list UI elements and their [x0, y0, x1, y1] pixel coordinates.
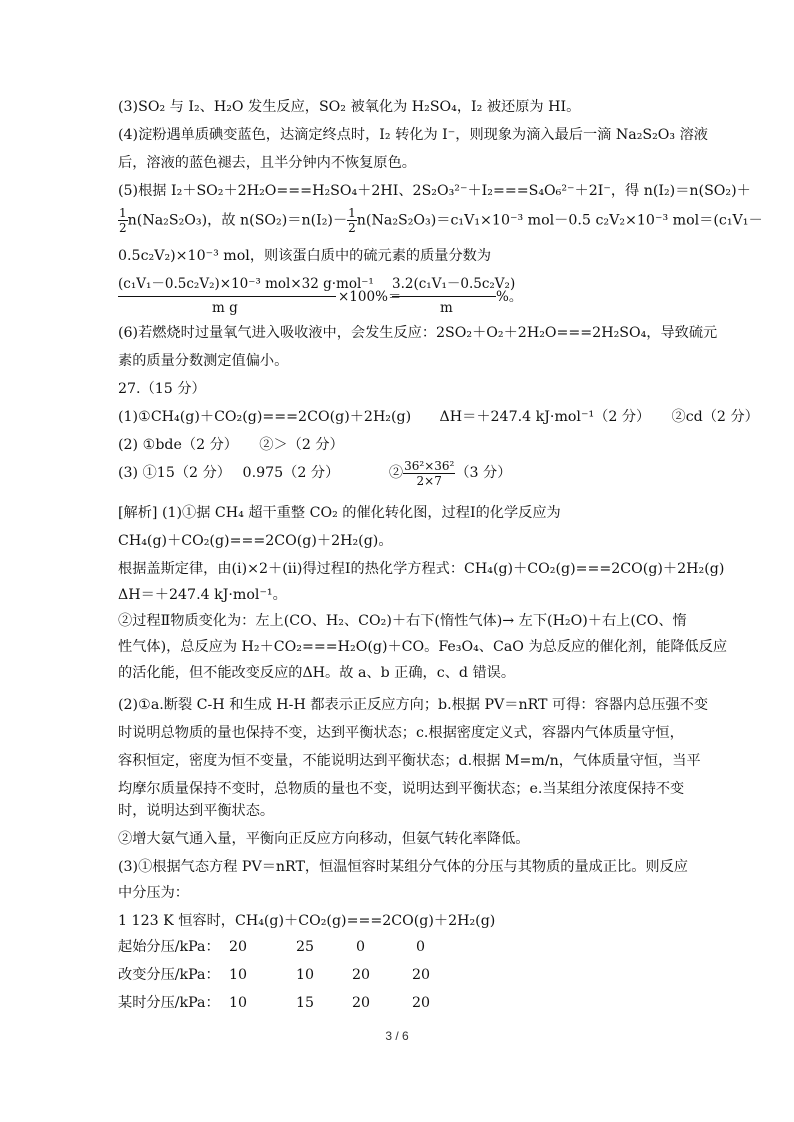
text-segment: （3 分） — [455, 465, 512, 481]
text-line: 素的质量分数测定值偏小。 — [118, 353, 289, 369]
fraction-numerator: 3.2(c₁V₁－0.5c₂V₂) — [392, 276, 516, 292]
text-line: (1)①CH₄(g)＋CO₂(g)===2CO(g)＋2H₂(g) ΔH＝＋247.4 kJ·mol⁻¹（2 分） ②cd（2 分） — [118, 409, 759, 425]
text-line: (2)①a.断裂 C-H 和生成 H-H 都表示正反应方向；b.根据 PV＝nRT 可得：容器内总压强不变 — [118, 697, 709, 713]
fraction-half: $\frac{1}{2}$ — [348, 206, 356, 235]
table-cell: 20 — [412, 967, 431, 983]
text-line: 容积恒定，密度为恒不变量，不能说明达到平衡状态；d.根据 M=m/n，气体质量守恒，当平 — [118, 753, 701, 769]
table-cell: 10 — [229, 967, 248, 983]
fraction-bar — [118, 296, 336, 297]
text-line: ΔH＝＋247.4 kJ·mol⁻¹。 — [118, 587, 287, 603]
text-line: 的活化能，但不能改变反应的ΔH。故 a、b 正确，c、d 错误。 — [118, 665, 516, 681]
table-cell: 20 — [229, 939, 248, 955]
text-line: (3)①根据气态方程 PV＝nRT，恒温恒容时某组分气体的分压与其物质的量成正比。则反应 — [118, 859, 688, 875]
table-row-label: 起始分压/kPa： — [118, 939, 220, 955]
text-line: 0.5c₂V₂)×10⁻³ mol，则该蛋白质中的硫元素的质量分数为 — [118, 248, 492, 264]
text-line: 均摩尔质量保持不变时，总物质的量也不变，说明达到平衡状态；e.当某组分浓度保持不变 — [118, 781, 685, 797]
question-number: 27.（15 分） — [118, 381, 206, 397]
text-line — [118, 206, 763, 235]
fraction-bar — [392, 296, 496, 297]
text-line: 中分压为： — [118, 885, 189, 901]
table-cell: 15 — [296, 995, 315, 1011]
text-line: (6)若燃烧时过量氧气进入吸收液中，会发生反应：2SO₂＋O₂＋2H₂O===2H₂SO₄，导致硫元 — [118, 325, 718, 341]
table-cell: 0 — [416, 939, 426, 955]
table-cell: 25 — [296, 939, 315, 955]
fraction-kp: $\frac{\text{36²×36²}}{2\times 7}$ — [404, 458, 455, 488]
table-cell: 10 — [296, 967, 315, 983]
text-line: 根据盖斯定律，由(ⅰ)×2＋(ⅱ)得过程Ⅰ的热化学方程式：CH₄(g)＋CO₂(g)===2CO(g)＋2H₂(g) — [118, 561, 725, 577]
text-line: ②过程Ⅱ物质变化为：左上(CO、H₂、CO₂)＋右下(惰性气体)→ 左下(H₂O)＋右上(CO、惰 — [118, 613, 687, 629]
text-line: 后，溶液的蓝色褪去，且半分钟内不恢复原色。 — [118, 155, 416, 171]
text-line — [118, 456, 511, 490]
fraction-half: $\frac{1}{2}$ — [119, 206, 127, 235]
table-cell: 20 — [352, 967, 371, 983]
text-segment: n(Na₂S₂O₃)＝c₁V₁×10⁻³ mol－0.5 c₂V₂×10⁻³ mol＝(c₁V₁－ — [356, 212, 763, 229]
text-segment: ×100%＝ — [338, 289, 402, 305]
text-line: (4)淀粉遇单质碘变蓝色，达滴定终点时，I₂ 转化为 I⁻，则现象为滴入最后一滴 Na₂S₂O₃ 溶液 — [118, 127, 708, 143]
text-line: 时，说明达到平衡状态。 — [118, 803, 275, 819]
fraction-denominator: m g — [212, 300, 238, 316]
text-line: 性气体)，总反应为 H₂＋CO₂===H₂O(g)＋CO。Fe₃O₄、CaO 为总反应的催化剂，能降低反应 — [118, 639, 728, 655]
text-line: 时说明总物质的量也保持不变，达到平衡状态；c.根据密度定义式，容器内气体质量守恒， — [118, 725, 684, 741]
text-segment: (3) ①15（2 分） 0.975（2 分） ② — [118, 465, 404, 481]
text-line: [解析] (1)①据 CH₄ 超干重整 CO₂ 的催化转化图，过程Ⅰ的化学反应为 — [118, 505, 561, 521]
table-cell: 10 — [229, 995, 248, 1011]
text-line: (5)根据 I₂＋SO₂＋2H₂O===H₂SO₄＋2HI、2S₂O₃²⁻＋I₂===S₄O₆²⁻＋2I⁻，得 n(I₂)＝n(SO₂)＋ — [118, 183, 751, 199]
table-cell: 0 — [356, 939, 366, 955]
table-row-label: 某时分压/kPa： — [118, 995, 220, 1011]
text-segment: n(Na₂S₂O₃)，故 n(SO₂)＝n(I₂)－ — [127, 212, 348, 229]
text-line: (2) ①bde（2 分） ②＞（2 分） — [118, 437, 344, 453]
text-segment: %。 — [496, 289, 523, 305]
page-number: 3 / 6 — [385, 1029, 409, 1043]
text-line: (3)SO₂ 与 I₂、H₂O 发生反应，SO₂ 被氧化为 H₂SO₄，I₂ 被还原为 HI。 — [118, 99, 581, 115]
fraction-numerator: (c₁V₁－0.5c₂V₂)×10⁻³ mol×32 g·mol⁻¹ — [118, 276, 374, 292]
table-cell: 20 — [412, 995, 431, 1011]
text-line: 1 123 K 恒容时，CH₄(g)＋CO₂(g)===2CO(g)＋2H₂(g) — [118, 913, 496, 929]
table-row-label: 改变分压/kPa： — [118, 967, 220, 983]
table-cell: 20 — [352, 995, 371, 1011]
fraction-denominator: m — [440, 300, 453, 316]
text-line: CH₄(g)＋CO₂(g)===2CO(g)＋2H₂(g)。 — [118, 533, 393, 549]
text-line: ②增大氨气通入量，平衡向正反应方向移动，但氨气转化率降低。 — [118, 831, 530, 847]
